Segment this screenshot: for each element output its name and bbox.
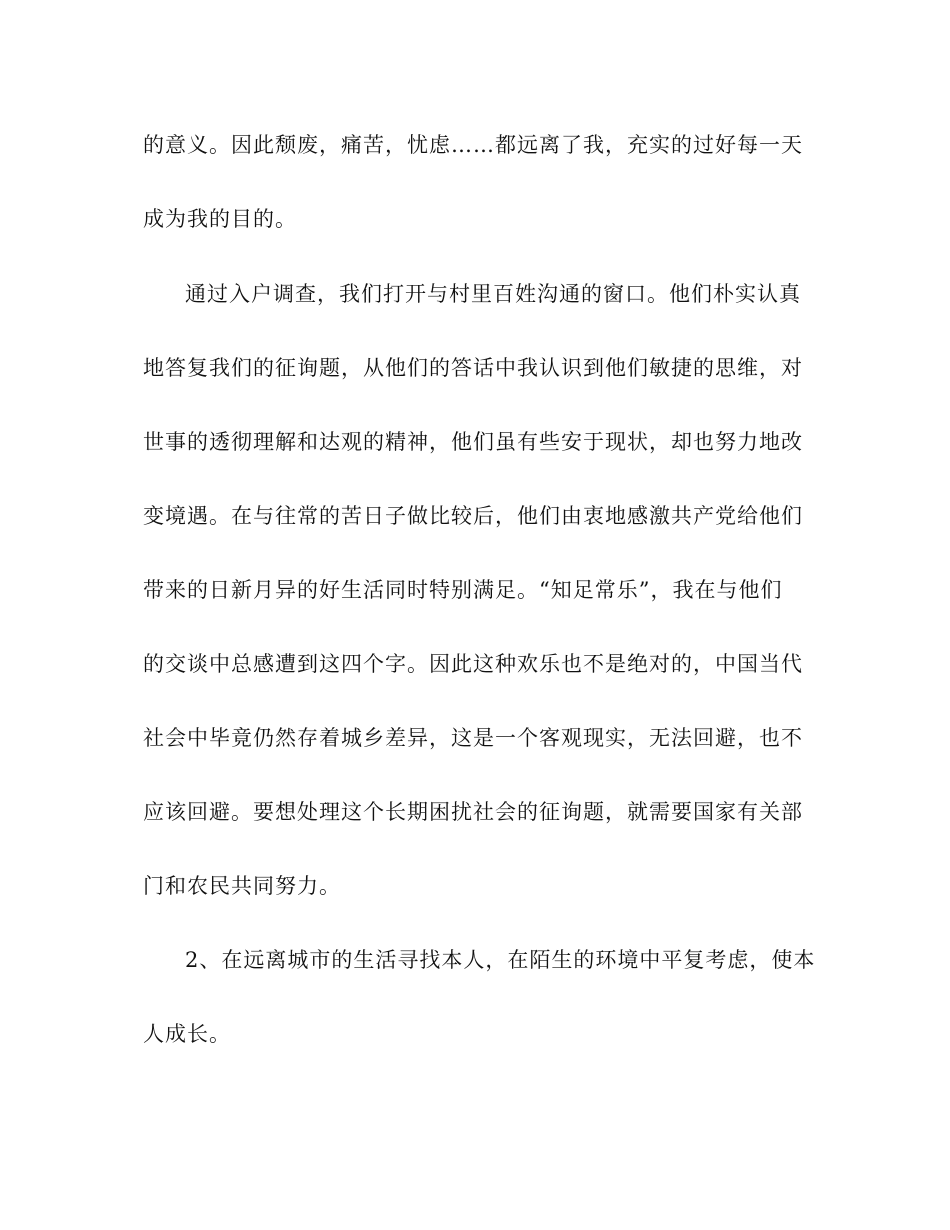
text-line: 社会中毕竟仍然存着城乡差异，这是一个客观现实，无法回避，也不 — [143, 726, 803, 750]
text-line: 世事的透彻理解和达观的精神，他们虽有些安于现状，却也努力地改 — [143, 430, 803, 454]
text-line: 人成长。 — [143, 1022, 231, 1046]
paragraph-start-line: 2、在远离城市的生活寻找本人，在陌生的环境中平复考虑，使本 — [185, 948, 816, 972]
text-line: 带来的日新月异的好生活同时特别满足。“知足常乐”，我在与他们 — [143, 578, 783, 602]
paragraph-start-line: 通过入户调查，我们打开与村里百姓沟通的窗口。他们朴实认真 — [185, 282, 801, 306]
text-line: 成为我的目的。 — [143, 207, 297, 231]
text-line: 的交谈中总感遭到这四个字。因此这种欢乐也不是绝对的，中国当代 — [143, 652, 803, 676]
text-line: 的意义。因此颓废，痛苦，忧虑……都远离了我，充实的过好每一天 — [143, 133, 803, 157]
text-line: 变境遇。在与往常的苦日子做比较后，他们由衷地感激共产党给他们 — [143, 504, 803, 528]
text-line: 地答复我们的征询题，从他们的答话中我认识到他们敏捷的思维，对 — [143, 356, 803, 380]
text-line: 应该回避。要想处理这个长期困扰社会的征询题，就需要国家有关部 — [143, 800, 803, 824]
text-line: 门和农民共同努力。 — [143, 874, 341, 898]
